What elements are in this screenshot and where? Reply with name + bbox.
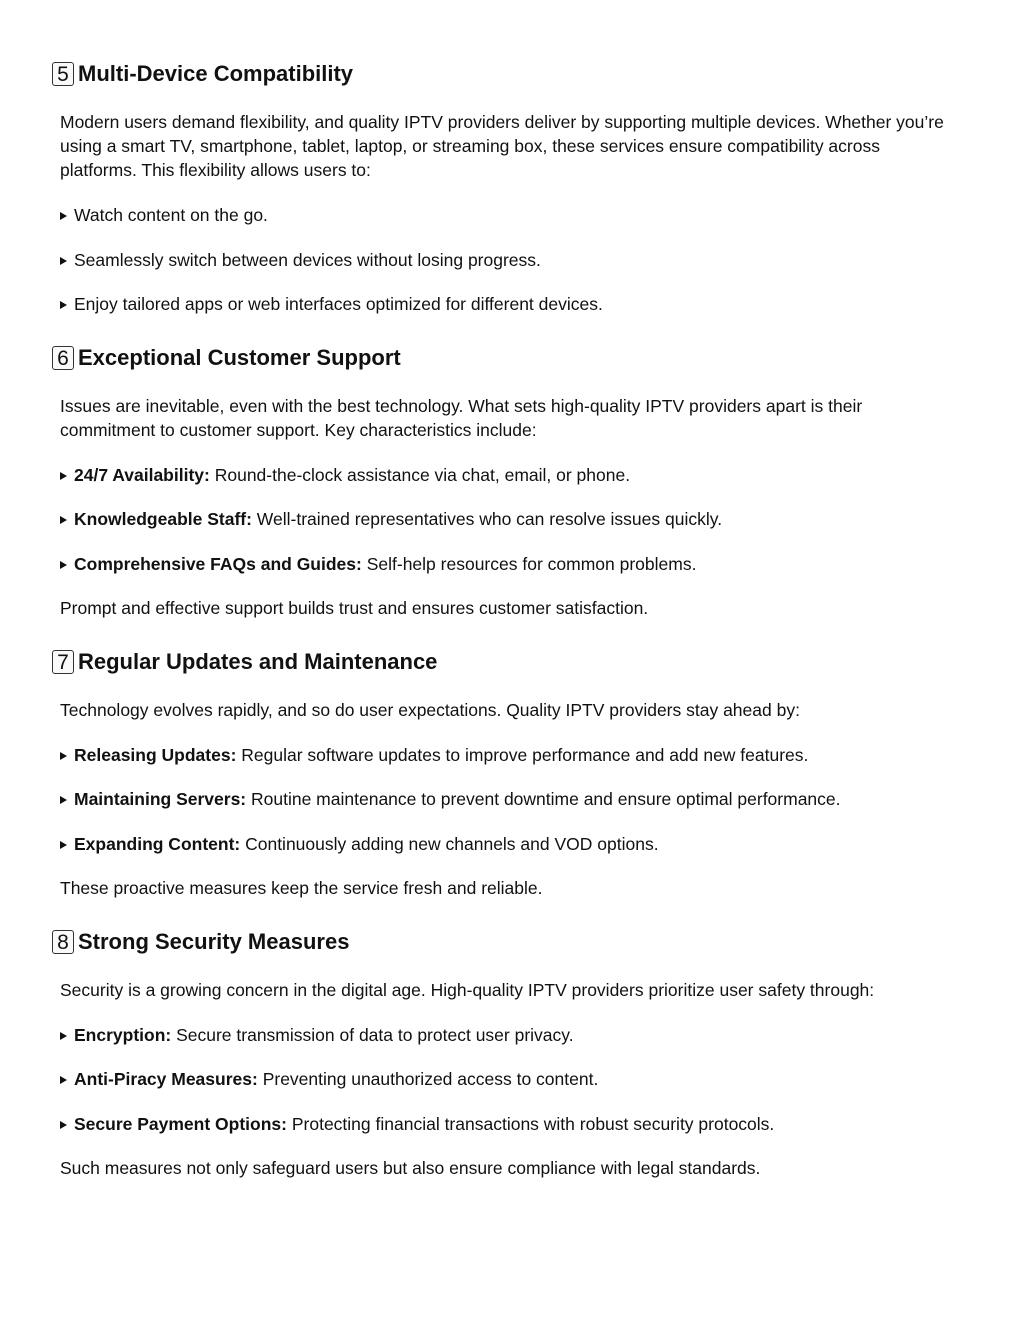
section-strong-security-measures xyxy=(52,927,972,1178)
bullet-text: Watch content on the go. xyxy=(74,205,268,225)
bullet-bold-label: Anti-Piracy Measures: xyxy=(74,1069,258,1089)
section-heading xyxy=(52,343,972,373)
number-5-badge-icon: 5 xyxy=(52,62,74,86)
bullet-triangle-icon xyxy=(60,301,67,309)
section-heading xyxy=(52,647,972,677)
bullet-bold-label: 24/7 Availability: xyxy=(74,465,210,485)
section-heading xyxy=(52,59,972,89)
list-item xyxy=(52,787,841,811)
bullet-bold-label: Maintaining Servers: xyxy=(74,789,247,809)
list-item xyxy=(52,743,808,767)
section-intro: Issues are inevitable, even with the best technology. What sets high-quality IPTV providers apart is their commitment to customer support. Key characteristics include: xyxy=(60,396,863,440)
number-8-badge-icon: 8 xyxy=(52,930,74,954)
bullet-text: Round-the-clock assistance via chat, email, or phone. xyxy=(209,465,631,485)
bullet-bold-label: Comprehensive FAQs and Guides: xyxy=(74,554,362,574)
bullet-triangle-icon xyxy=(60,257,67,265)
bullet-text: Preventing unauthorized access to content. xyxy=(257,1069,599,1089)
bullet-bold-label: Secure Payment Options: xyxy=(74,1114,287,1134)
bullet-triangle-icon xyxy=(60,841,67,849)
list-item xyxy=(52,507,722,531)
bullet-text: Well-trained representatives who can resolve issues quickly. xyxy=(251,509,723,529)
section-heading xyxy=(52,927,972,957)
section-multi-device-compatibility xyxy=(52,59,972,314)
number-6-badge-icon: 6 xyxy=(52,346,74,370)
list-item xyxy=(52,203,268,227)
list-item xyxy=(52,1067,598,1091)
bullet-triangle-icon xyxy=(60,752,67,760)
section-title: Exceptional Customer Support xyxy=(78,345,401,370)
section-title: Strong Security Measures xyxy=(78,929,350,954)
section-exceptional-customer-support xyxy=(52,343,972,618)
bullet-text: Self-help resources for common problems. xyxy=(361,554,697,574)
number-7-badge-icon: 7 xyxy=(52,650,74,674)
bullet-bold-label: Releasing Updates: xyxy=(74,745,237,765)
section-title: Multi-Device Compatibility xyxy=(78,61,354,86)
bullet-bold-label: Expanding Content: xyxy=(74,834,241,854)
list-item xyxy=(52,832,659,856)
list-item xyxy=(52,1023,574,1047)
section-regular-updates-and-maintenance xyxy=(52,647,972,898)
bullet-bold-label: Knowledgeable Staff: xyxy=(74,509,252,529)
bullet-triangle-icon xyxy=(60,516,67,524)
section-closing: These proactive measures keep the service fresh and reliable. xyxy=(60,878,543,898)
section-intro: Security is a growing concern in the digital age. High-quality IPTV providers prioritize user safety through: xyxy=(60,980,875,1000)
list-item xyxy=(52,552,696,576)
list-item xyxy=(52,463,630,487)
bullet-text: Enjoy tailored apps or web interfaces optimized for different devices. xyxy=(74,294,603,314)
bullet-triangle-icon xyxy=(60,212,67,220)
section-intro: Modern users demand flexibility, and quality IPTV providers deliver by supporting multiple devices. Whether you’re using a smart TV, smartphone, tablet, laptop, or streaming box, these services ensure compatibility across platforms. This flexibility allows users to: xyxy=(60,112,944,180)
bullet-triangle-icon xyxy=(60,1032,67,1040)
bullet-triangle-icon xyxy=(60,796,67,804)
bullet-triangle-icon xyxy=(60,1121,67,1129)
bullet-triangle-icon xyxy=(60,472,67,480)
bullet-text: Secure transmission of data to protect user privacy. xyxy=(171,1025,574,1045)
section-intro: Technology evolves rapidly, and so do user expectations. Quality IPTV providers stay ahead by: xyxy=(60,700,800,720)
list-item xyxy=(52,292,603,316)
bullet-triangle-icon xyxy=(60,561,67,569)
bullet-bold-label: Encryption: xyxy=(74,1025,172,1045)
section-closing: Prompt and effective support builds trust and ensures customer satisfaction. xyxy=(60,598,649,618)
bullet-triangle-icon xyxy=(60,1076,67,1084)
section-title: Regular Updates and Maintenance xyxy=(78,649,438,674)
bullet-text: Seamlessly switch between devices without losing progress. xyxy=(74,250,541,270)
bullet-text: Routine maintenance to prevent downtime and ensure optimal performance. xyxy=(246,789,841,809)
list-item xyxy=(52,1112,774,1136)
bullet-text: Protecting financial transactions with robust security protocols. xyxy=(286,1114,775,1134)
section-closing: Such measures not only safeguard users but also ensure compliance with legal standards. xyxy=(60,1158,761,1178)
bullet-text: Continuously adding new channels and VOD options. xyxy=(240,834,659,854)
list-item xyxy=(52,248,541,272)
bullet-text: Regular software updates to improve performance and add new features. xyxy=(236,745,809,765)
